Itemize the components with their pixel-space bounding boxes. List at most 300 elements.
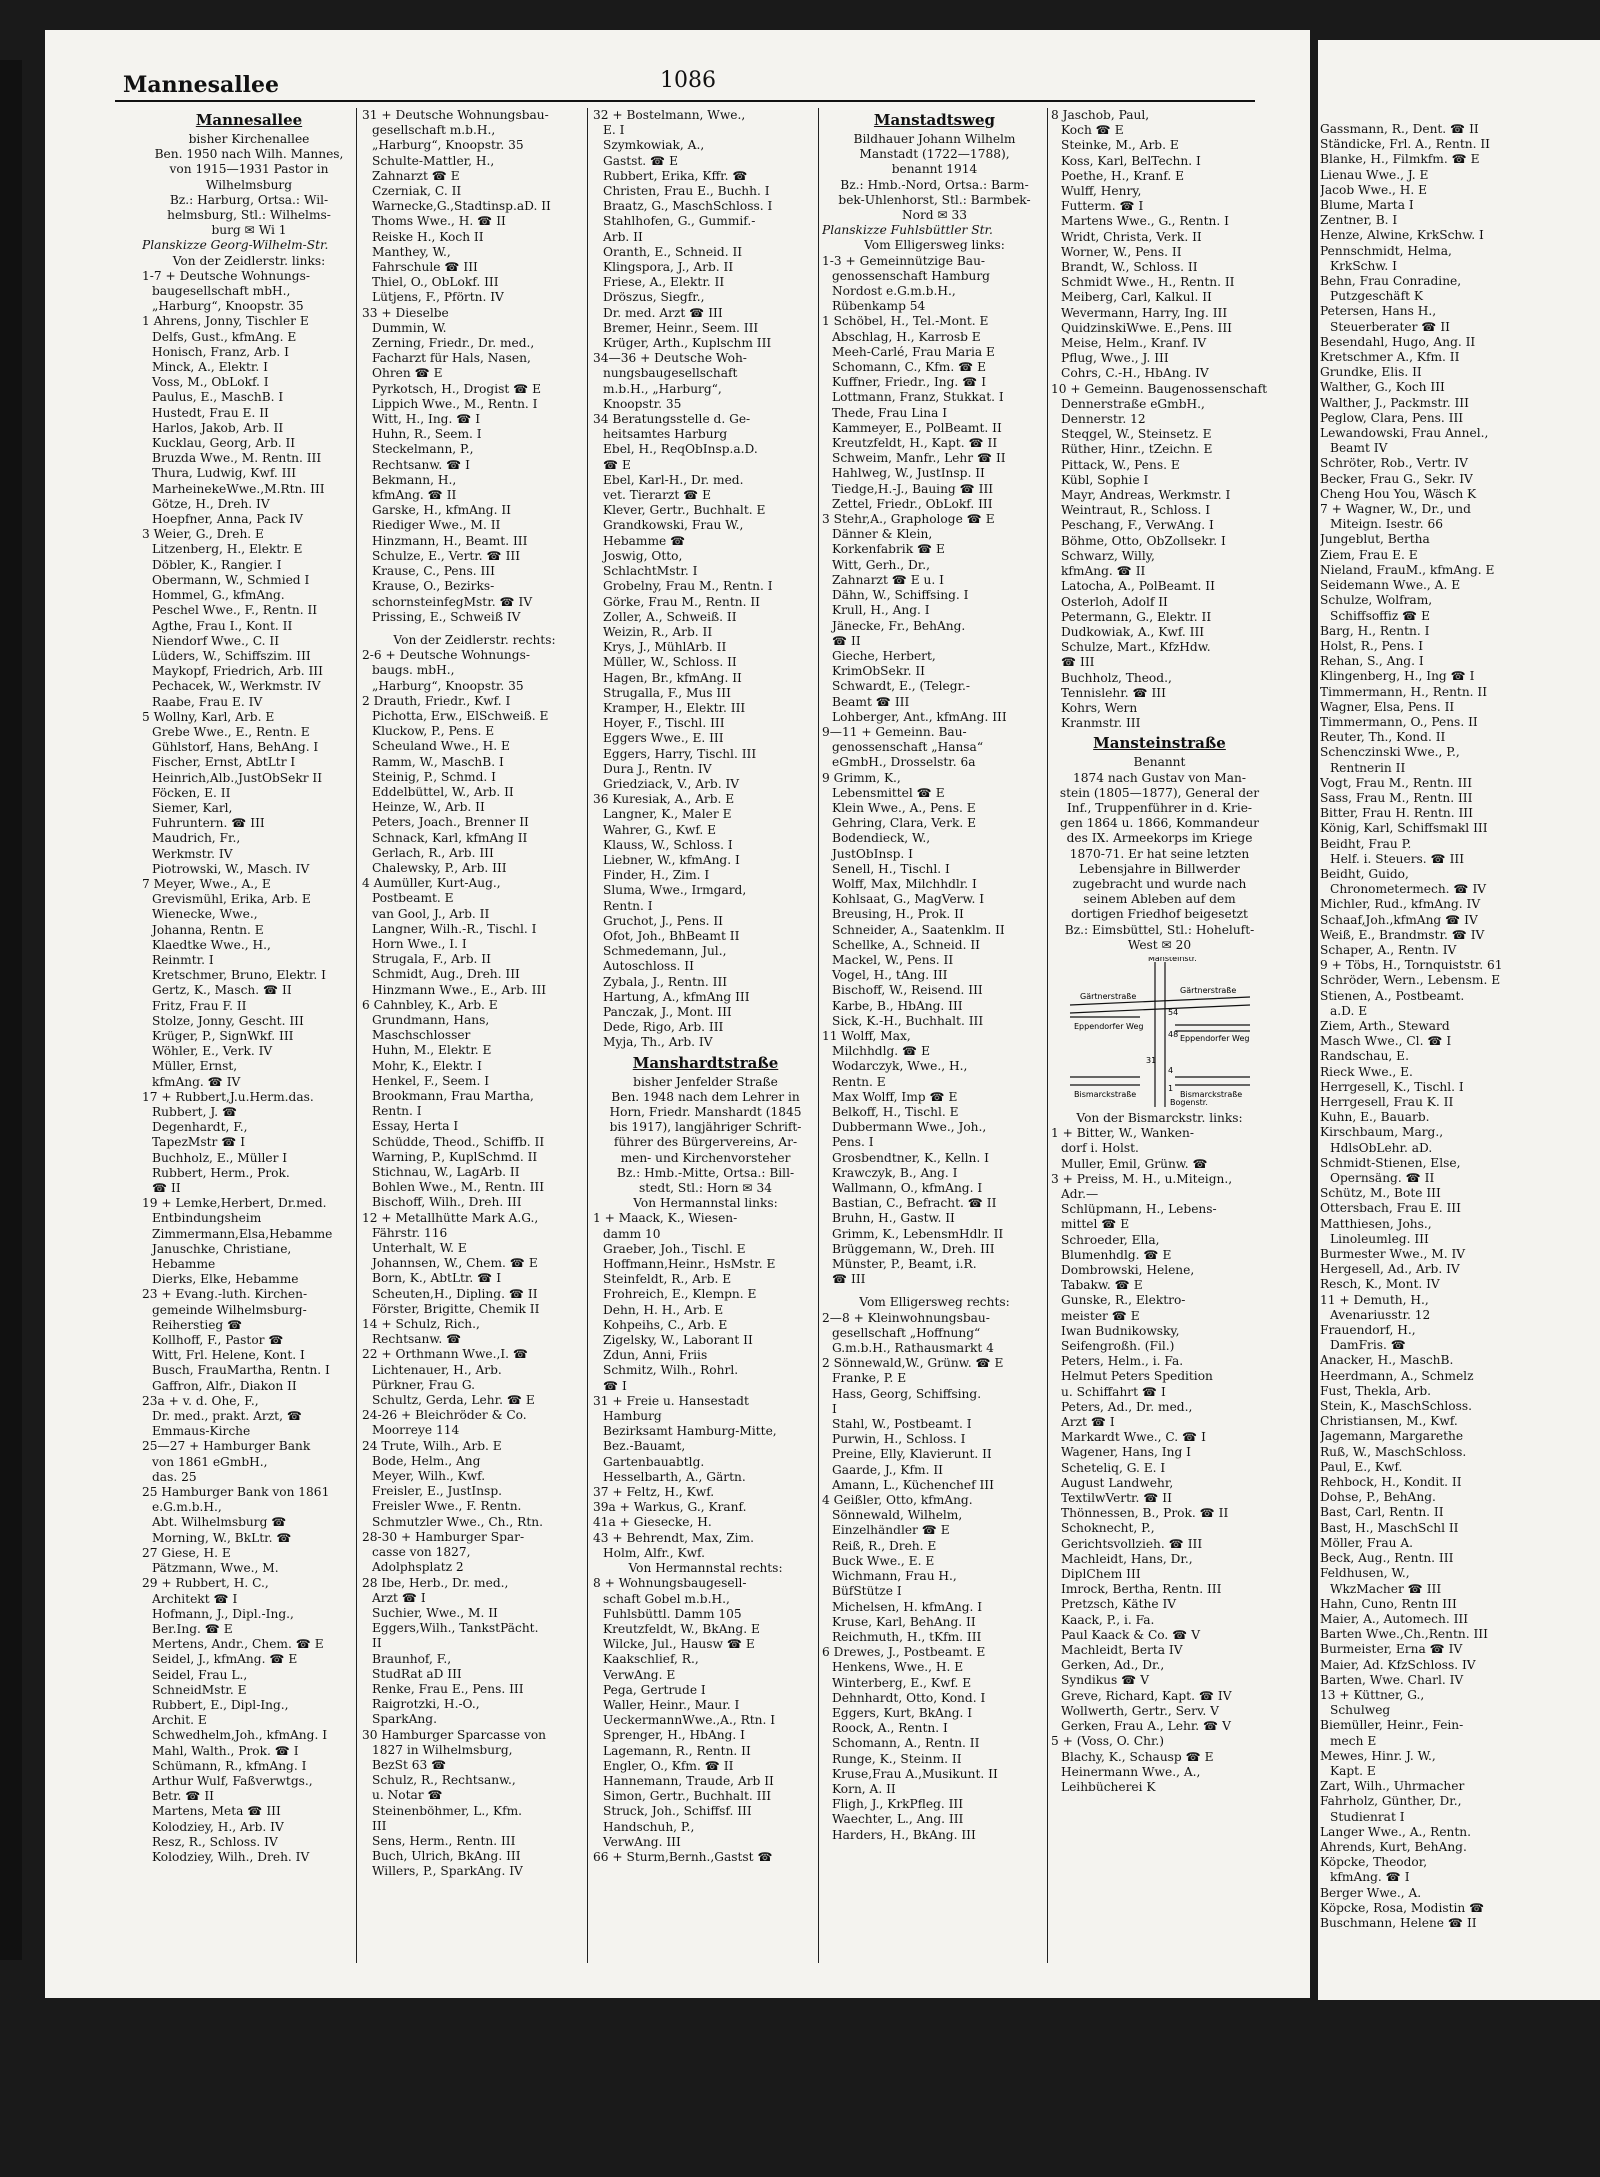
directory-entry: Engler, O., Kfm. ☎ II: [603, 1758, 734, 1773]
directory-entry: Michler, Rud., kfmAng. IV: [1320, 897, 1481, 912]
directory-entry: Wollwerth, Gertr., Serv. V: [1061, 1703, 1219, 1718]
directory-entry: Ruß, W., MaschSchloss.: [1320, 1444, 1467, 1459]
map-label: 4: [1167, 1065, 1173, 1075]
directory-entry: Maschschlosser: [372, 1028, 471, 1043]
directory-entry: 5 Wollny, Karl, Arb. E: [142, 709, 275, 724]
directory-entry: Christen, Frau E., Buchh. I: [603, 184, 770, 199]
directory-entry: Gastst. ☎ E: [603, 153, 679, 168]
directory-entry: Berger Wwe., A.: [1320, 1885, 1422, 1900]
directory-entry: Hustedt, Frau E. II: [152, 405, 269, 420]
directory-entry: Gaffron, Alfr., Diakon II: [152, 1378, 297, 1393]
directory-entry: Purwin, H., Schloss. I: [832, 1432, 966, 1447]
directory-entry: Münster, P., Beamt, i.R.: [832, 1257, 977, 1272]
directory-entry: Dierks, Elke, Hebamme: [152, 1272, 299, 1287]
directory-entry: Dubbermann Wwe., Joh.,: [832, 1120, 987, 1135]
directory-entry: Entbindungsheim: [152, 1211, 262, 1226]
directory-entry: Chronometermech. ☎ IV: [1330, 882, 1487, 897]
directory-entry: Korn, A. II: [832, 1781, 896, 1796]
directory-entry: Kramper, H., Elektr. III: [603, 700, 746, 715]
directory-entry: Schwardt, E., (Telegr.-: [832, 679, 971, 694]
directory-entry: 39a + Warkus, G., Kranf.: [593, 1500, 747, 1515]
directory-entry: Busch, FrauMartha, Rentn. I: [152, 1363, 330, 1378]
directory-entry: Schroeder, Ella,: [1061, 1232, 1160, 1247]
directory-entry: WkzMacher ☎ III: [1330, 1581, 1442, 1596]
directory-entry: Raabe, Frau E. IV: [152, 694, 263, 709]
directory-entry: Grosbendtner, K., Kelln. I: [832, 1150, 989, 1165]
directory-entry: Schmidt Wwe., H., Rentn. II: [1061, 275, 1235, 290]
directory-entry: Helmut Peters Spedition: [1061, 1369, 1213, 1384]
directory-entry: Dähn, W., Schiffsing. I: [832, 588, 969, 603]
map-label: Gärtnerstraße: [1179, 985, 1236, 995]
directory-entry: Ahrends, Kurt, BehAng.: [1320, 1839, 1467, 1854]
directory-entry: Ramm, W., MaschB. I: [372, 754, 504, 769]
directory-entry: Steqgel, W., Steinsetz. E: [1061, 427, 1212, 442]
directory-entry: Winterberg, E., Kwf. E: [832, 1675, 972, 1690]
directory-entry: Betr. ☎ II: [152, 1789, 214, 1804]
directory-entry: Adolphsplatz 2: [372, 1560, 464, 1575]
directory-entry: Planskizze Fuhlsbüttler Str.: [822, 223, 993, 238]
directory-entry: Stienen, A., Postbeamt.: [1320, 988, 1465, 1003]
directory-entry: 3 Weier, G., Dreh. E: [142, 527, 264, 542]
map-label: 31: [1145, 1055, 1156, 1065]
directory-entry: Zoller, A., Schweiß. II: [603, 609, 737, 624]
directory-entry: Zentner, B. I: [1320, 213, 1398, 228]
map-label: Eppendorfer Weg: [1073, 1021, 1143, 1031]
directory-entry: Cheng Hou You, Wäsch K: [1320, 486, 1477, 501]
directory-entry: Pyrkotsch, H., Drogist ☎ E: [372, 381, 542, 396]
directory-entry: 33 + Dieselbe: [362, 305, 449, 320]
directory-entry: Stichnau, W., LagArb. II: [372, 1165, 520, 1180]
directory-entry: Petersen, Hans H.,: [1320, 304, 1437, 319]
directory-entry: Dura J., Rentn. IV: [603, 761, 712, 776]
directory-entry: StudRat aD III: [372, 1666, 462, 1681]
directory-entry: Amann, L., Küchenchef III: [832, 1477, 994, 1492]
column-3: [593, 108, 819, 1963]
directory-entry: seinem Ableben auf dem: [1083, 892, 1236, 907]
directory-entry: 9 + Töbs, H., Tornquiststr. 61: [1320, 958, 1503, 973]
directory-entry: Grundke, Elis. II: [1320, 365, 1422, 380]
directory-entry: Kohrs, Wern: [1061, 700, 1138, 715]
directory-entry: mech E: [1330, 1733, 1377, 1748]
directory-entry: „Harburg“, Knoopstr. 35: [372, 138, 524, 153]
directory-entry: Köpcke, Rosa, Modistin ☎: [1320, 1900, 1485, 1915]
map-street-line: [1070, 1005, 1250, 1013]
directory-entry: Wolff, Max, Milchhdlr. I: [832, 876, 977, 891]
directory-entry: 1 Ahrens, Jonny, Tischler E: [142, 314, 309, 329]
directory-entry: Wagener, Hans, Ing I: [1061, 1445, 1191, 1460]
directory-entry: Petermann, G., Elektr. II: [1061, 609, 1212, 624]
directory-entry: Rechtsanw. ☎ I: [372, 457, 470, 472]
directory-entry: Stolze, Jonny, Gescht. III: [152, 1013, 304, 1028]
directory-entry: Scheteliq, G. E. I: [1061, 1460, 1166, 1475]
map-label: Eppendorfer Weg: [1179, 1033, 1249, 1043]
directory-entry: Thoms Wwe., H. ☎ II: [372, 214, 506, 229]
directory-entry: schornsteinfegMstr. ☎ IV: [372, 594, 533, 609]
directory-entry: Brandt, W., Schloss. II: [1061, 260, 1198, 275]
directory-entry: dortigen Friedhof beigesetzt: [1071, 907, 1248, 922]
directory-entry: Lewandowski, Frau Annel.,: [1320, 426, 1489, 441]
directory-entry: Arb. II: [603, 229, 643, 244]
directory-entry: Klein Wwe., A., Pens. E: [832, 800, 976, 815]
directory-entry: Krull, H., Ang. I: [832, 603, 930, 618]
directory-entry: Buch, Ulrich, BkAng. III: [372, 1849, 521, 1864]
directory-entry: Kolodziey, H., Arb. IV: [152, 1819, 284, 1834]
directory-entry: Gerken, Frau A., Lehr. ☎ V: [1061, 1719, 1231, 1734]
directory-entry: Sönnewald, Wilhelm,: [832, 1508, 963, 1523]
directory-entry: Abschlag, H., Karrosb E: [832, 329, 981, 344]
directory-entry: Köpcke, Theodor,: [1320, 1855, 1428, 1870]
directory-entry: Mohr, K., Elektr. I: [372, 1058, 482, 1073]
directory-entry: Worner, W., Pens. II: [1061, 244, 1182, 259]
directory-entry: Bastian, C., Befracht. ☎ II: [832, 1196, 997, 1211]
directory-entry: Kübl, Sophie I: [1061, 472, 1149, 487]
directory-entry: Kluckow, P., Pens. E: [372, 724, 495, 739]
directory-entry: Simon, Gertr., Buchhalt. III: [603, 1789, 772, 1804]
directory-entry: Studienrat I: [1330, 1809, 1405, 1824]
directory-entry: 2 Sönnewald,W., Grünw. ☎ E: [822, 1356, 1004, 1371]
directory-entry: Kretschmer, Bruno, Elektr. I: [152, 968, 326, 983]
directory-entry: Klingspora, J., Arb. II: [603, 260, 734, 275]
directory-entry: Henkens, Wwe., H. E: [832, 1660, 964, 1675]
directory-entry: Werkmstr. IV: [152, 846, 233, 861]
directory-entry: Kapt. E: [1330, 1763, 1376, 1778]
spacer: [362, 625, 587, 633]
directory-entry: eGmbH., Drosselstr. 6a: [832, 755, 976, 770]
directory-entry: Tiedge,H.-J., Bauing ☎ III: [832, 481, 994, 496]
directory-entry: Breusing, H., Prok. II: [832, 907, 964, 922]
directory-entry: Timmermann, H., Rentn. II: [1320, 684, 1488, 699]
directory-entry: Hergesell, Ad., Arb. IV: [1320, 1262, 1460, 1277]
directory-entry: Maier, A., Automech. III: [1320, 1611, 1469, 1626]
map-label: 54: [1167, 1007, 1178, 1017]
directory-entry: Zigelsky, W., Laborant II: [603, 1333, 753, 1348]
directory-entry: Schröter, Rob., Vertr. IV: [1320, 456, 1468, 471]
directory-entry: Lottmann, Franz, Stukkat. I: [832, 390, 1004, 405]
directory-entry: Steuerberater ☎ II: [1330, 319, 1450, 334]
directory-entry: Buck Wwe., E. E: [832, 1553, 935, 1568]
directory-entry: stedt, Stl.: Horn ✉ 34: [639, 1181, 772, 1196]
directory-entry: Hass, Georg, Schiffsing.: [832, 1386, 982, 1401]
directory-entry: Jagemann, Margarethe: [1320, 1429, 1464, 1444]
directory-entry: QuidzinskiWwe. E.,Pens. III: [1061, 320, 1232, 335]
directory-entry: UeckermannWwe.,A., Rtn. I: [603, 1713, 776, 1728]
directory-entry: 8 + Wohnungsbaugesell-: [593, 1576, 747, 1591]
directory-entry: Bodendieck, W.,: [832, 831, 931, 846]
directory-entry: Matthiesen, Johs.,: [1320, 1216, 1432, 1231]
directory-entry: Vom Elligersweg rechts:: [859, 1295, 1010, 1310]
directory-entry: Peters, Joach., Brenner II: [372, 815, 529, 830]
directory-entry: Adr.—: [1061, 1186, 1099, 1201]
directory-entry: Gartenbauabtlg.: [603, 1454, 705, 1469]
directory-entry: Abt. Wilhelmsburg ☎: [152, 1515, 287, 1530]
directory-entry: Bischoff, W., Reisend. III: [832, 983, 983, 998]
directory-entry: Steinenböhmer, L., Kfm.: [372, 1803, 523, 1818]
directory-entry: Reichmuth, H., tKfm. III: [832, 1629, 982, 1644]
directory-entry: Schmidt-Stienen, Else,: [1320, 1155, 1461, 1170]
directory-entry: Michelsen, H. kfmAng. I: [832, 1599, 983, 1614]
directory-entry: Arzt ☎ I: [372, 1590, 426, 1605]
directory-entry: Kohlsaat, G., MagVerw. I: [832, 892, 985, 907]
page-header: [115, 68, 1255, 102]
directory-entry: Randschau, E.: [1320, 1049, 1409, 1064]
directory-entry: Bildhauer Johann Wilhelm: [853, 132, 1016, 146]
directory-entry: 8 Jaschob, Paul,: [1051, 108, 1150, 122]
directory-entry: Frohreich, E., Klempn. E: [603, 1287, 757, 1302]
map-label: Bismarckstraße: [1179, 1089, 1242, 1099]
directory-entry: Kirschbaum, Marg.,: [1320, 1125, 1444, 1140]
directory-entry: Architekt ☎ I: [152, 1591, 238, 1606]
directory-entry: Avenariusstr. 12: [1330, 1307, 1431, 1322]
directory-entry: e.G.m.b.H.,: [152, 1500, 222, 1515]
directory-entry: Pätzmann, Wwe., M.: [152, 1561, 279, 1576]
directory-entry: 4 Aumüller, Kurt-Aug.,: [362, 876, 501, 891]
directory-entry: u. Notar ☎: [372, 1788, 443, 1803]
directory-entry: Holm, Alfr., Kwf.: [603, 1545, 705, 1560]
directory-entry: Gruchot, J., Pens. II: [603, 913, 723, 928]
directory-entry: Schoknecht, P.,: [1061, 1521, 1155, 1536]
directory-entry: Mewes, Hinr. J. W.,: [1320, 1748, 1436, 1763]
directory-entry: 6 Drewes, J., Postbeamt. E: [822, 1645, 986, 1660]
map-label: Gärtnerstraße: [1079, 991, 1136, 1001]
directory-entry: Henkel, F., Seem. I: [372, 1073, 490, 1088]
directory-entry: Braatz, G., MaschSchloss. I: [603, 199, 773, 214]
directory-entry: bis 1917), langjähriger Schrift-: [609, 1120, 802, 1135]
directory-entry: Handschuh, P.,: [603, 1819, 695, 1834]
directory-entry: Böhme, Otto, ObZollsekr. I: [1061, 533, 1226, 548]
directory-entry: Klingenberg, H., Ing ☎ I: [1320, 669, 1475, 684]
directory-entry: Grebe Wwe., E., Rentn. E: [152, 724, 310, 739]
directory-entry: Krys, J., MühlArb. II: [603, 640, 727, 655]
directory-entry: Hebamme: [152, 1257, 216, 1272]
directory-entry: Dröszus, Siegfr.,: [603, 290, 705, 305]
directory-entry: G.m.b.H., Rathausmarkt 4: [832, 1341, 994, 1356]
directory-entry: Seifengroßh. (Fil.): [1061, 1339, 1175, 1354]
directory-entry: Anacker, H., MaschB.: [1320, 1353, 1454, 1368]
directory-entry: Walther, J., Packmstr. III: [1320, 395, 1469, 410]
directory-entry: bisher Kirchenallee: [188, 132, 310, 146]
directory-entry: Imrock, Bertha, Rentn. III: [1061, 1582, 1222, 1597]
directory-entry: Waller, Heinr., Maur. I: [603, 1697, 740, 1712]
directory-entry: Tennislehr. ☎ III: [1061, 685, 1166, 700]
directory-entry: schaft Gobel m.b.H.,: [603, 1591, 730, 1606]
directory-entry: Chalewsky, P., Arb. III: [372, 860, 507, 875]
directory-entry: Schnack, Karl, kfmAng II: [372, 830, 528, 845]
directory-entry: Krüger, Arth., Kuplschm III: [603, 336, 772, 351]
street-sketch-map: [1060, 957, 1260, 1107]
directory-entry: 1827 in Wilhelmsburg,: [372, 1742, 513, 1757]
directory-entry: 37 + Feltz, H., Kwf.: [593, 1485, 715, 1500]
directory-entry: Nord ✉ 33: [901, 208, 968, 223]
directory-entry: III: [372, 1818, 387, 1833]
directory-entry: 25 Hamburger Bank von 1861: [142, 1485, 330, 1500]
directory-entry: Steinke, M., Arb. E: [1061, 138, 1179, 153]
directory-entry: Arthur Wulf, Faßverwtgs.,: [152, 1773, 313, 1788]
directory-entry: Kucklau, Georg, Arb. II: [152, 436, 296, 451]
directory-entry: 23 + Evang.-luth. Kirchen-: [142, 1287, 308, 1302]
directory-entry: stein (1805—1877), General der: [1059, 785, 1260, 800]
directory-entry: Poethe, H., Kranf. E: [1061, 168, 1184, 183]
directory-entry: Beamt ☎ III: [832, 694, 910, 709]
directory-entry: Agthe, Frau I., Kont. II: [152, 618, 293, 633]
directory-entry: 28-30 + Hamburger Spar-: [362, 1529, 525, 1544]
map-label: 48: [1167, 1029, 1178, 1039]
directory-entry: Pens. I: [832, 1135, 874, 1150]
directory-entry: Grandkowski, Frau W.,: [603, 518, 744, 533]
directory-entry: Kranmstr. III: [1061, 716, 1141, 731]
directory-entry: Gassmann, R., Dent. ☎ II: [1320, 122, 1479, 136]
directory-entry: Wodarczyk, Wwe., H.,: [832, 1059, 968, 1074]
directory-entry: Hofmann, J., Dipl.-Ing.,: [152, 1606, 294, 1621]
directory-entry: 25—27 + Hamburger Bank: [142, 1439, 311, 1454]
directory-entry: Voss, M., ObLokf. I: [152, 375, 269, 390]
directory-entry: Thiel, O., ObLokf. III: [372, 275, 499, 290]
directory-entry: Honisch, Franz, Arb. I: [152, 344, 289, 359]
directory-entry: Kaack, P., i. Fa.: [1061, 1612, 1155, 1627]
directory-entry: Seidel, Frau L.,: [152, 1667, 248, 1682]
directory-entry: Herrgesell, K., Tischl. I: [1320, 1079, 1464, 1094]
directory-entry: Hoyer, F., Tischl. III: [603, 716, 725, 731]
directory-entry: Senell, H., Tischl. I: [832, 861, 950, 876]
directory-entry: Schulze, Mart., KfzHdw.: [1061, 640, 1211, 655]
directory-entry: genossenschaft „Hansa“: [832, 740, 984, 755]
directory-entry: Facharzt für Hals, Nasen,: [372, 351, 531, 366]
directory-entry: Horn Wwe., I. I: [372, 936, 467, 951]
column-4: [822, 108, 1048, 1963]
directory-entry: TapezMstr ☎ I: [152, 1135, 246, 1150]
directory-entry: 17 + Rubbert,J.u.Herm.das.: [142, 1089, 314, 1104]
directory-entry: Zettel, Friedr., ObLokf. III: [832, 496, 993, 511]
directory-entry: 29 + Rubbert, H. C.,: [142, 1576, 269, 1591]
directory-entry: Hommel, G., kfmAng.: [152, 588, 285, 603]
directory-entry: Walther, G., Koch III: [1320, 380, 1445, 395]
directory-entry: Strugalla, F., Mus III: [603, 685, 731, 700]
directory-entry: Langer Wwe., A., Rentn.: [1320, 1824, 1471, 1839]
directory-entry: Martens, Meta ☎ III: [152, 1804, 281, 1819]
directory-entry: Meiberg, Carl, Kalkul. II: [1061, 290, 1212, 305]
directory-entry: Wagner, Elsa, Pens. II: [1320, 699, 1455, 714]
directory-entry: meister ☎ E: [1061, 1308, 1140, 1323]
directory-entry: Hannemann, Traude, Arb II: [603, 1773, 774, 1788]
directory-entry: Kruse, Karl, BehAng. II: [832, 1614, 976, 1629]
directory-entry: Horn, Friedr. Manshardt (1845: [609, 1105, 802, 1119]
directory-entry: Besendahl, Hugo, Ang. II: [1320, 334, 1476, 349]
directory-entry: Morning, W., BkLtr. ☎: [152, 1530, 292, 1545]
directory-entry: Frauendorf, H.,: [1320, 1323, 1416, 1338]
directory-entry: Martens Wwe., G., Rentn. I: [1061, 214, 1229, 229]
directory-entry: Pittack, W., Pens. E: [1061, 457, 1180, 472]
directory-entry: Renke, Frau E., Pens. III: [372, 1681, 524, 1696]
directory-entry: Hahn, Cuno, Rentn III: [1320, 1596, 1457, 1611]
column-6: [1320, 122, 1596, 1977]
directory-entry: 1 + Bitter, W., Wanken-: [1051, 1126, 1194, 1141]
directory-entry: Knoopstr. 35: [603, 396, 682, 411]
directory-entry: 11 Wolff, Max,: [822, 1028, 911, 1043]
directory-entry: Emmaus-Kirche: [152, 1424, 251, 1439]
directory-entry: Fuhlsbüttl. Damm 105: [603, 1606, 742, 1621]
directory-entry: Freisler Wwe., F. Rentn.: [372, 1499, 522, 1514]
directory-entry: 14 + Schulz, Rich.,: [362, 1317, 480, 1332]
directory-entry: Dänner & Klein,: [832, 527, 933, 542]
directory-entry: Kohpeihs, C., Arb. E: [603, 1317, 728, 1332]
directory-entry: Herrgesell, Frau K. II: [1320, 1095, 1454, 1109]
directory-entry: Arzt ☎ I: [1061, 1415, 1115, 1430]
directory-entry: Nieland, FrauM., kfmAng. E: [1320, 562, 1495, 577]
directory-entry: Osterloh, Adolf II: [1061, 594, 1168, 609]
directory-entry: Gerichtsvollzieh. ☎ III: [1061, 1536, 1203, 1551]
directory-entry: 3 + Preiss, M. H., u.Miteign.,: [1051, 1171, 1233, 1186]
directory-entry: Beck, Aug., Rentn. III: [1320, 1551, 1454, 1566]
directory-entry: Maier, Ad. KfzSchloss. IV: [1320, 1657, 1476, 1672]
directory-entry: Vogel, H., tAng. III: [832, 968, 948, 983]
directory-entry: Dohse, P., BehAng.: [1320, 1490, 1436, 1505]
directory-entry: Pürkner, Frau G.: [372, 1377, 476, 1392]
directory-entry: Panczak, J., Mont. III: [603, 1004, 732, 1019]
directory-entry: Hesselbarth, A., Gärtn.: [603, 1469, 746, 1484]
directory-entry: Förster, Brigitte, Chemik II: [372, 1301, 540, 1316]
directory-entry: Leihbücherei K: [1061, 1779, 1156, 1794]
directory-entry: 3 Stehr,A., Graphologe ☎ E: [822, 512, 995, 527]
directory-entry: Sass, Frau M., Rentn. III: [1320, 790, 1473, 805]
directory-entry: DamFris. ☎: [1330, 1338, 1406, 1353]
directory-entry: Brookmann, Frau Martha,: [372, 1089, 534, 1103]
directory-entry: Warnecke,G.,Stadtinsp.aD. II: [372, 199, 551, 214]
directory-entry: Müller, Ernst,: [152, 1059, 238, 1074]
directory-entry: Ziem, Arth., Steward: [1320, 1018, 1450, 1033]
directory-entry: vet. Tierarzt ☎ E: [603, 488, 712, 503]
directory-entry: van Gool, J., Arb. II: [372, 906, 490, 921]
directory-entry: Krause, C., Pens. III: [372, 564, 495, 579]
directory-entry: Liebner, W., kfmAng. I: [603, 852, 740, 867]
directory-entry: 24-26 + Bleichröder & Co.: [362, 1408, 527, 1423]
directory-entry: Wallmann, O., kfmAng. I: [832, 1181, 983, 1196]
directory-entry: Pretzsch, Käthe IV: [1061, 1597, 1177, 1612]
directory-entry: Milchhdlg. ☎ E: [832, 1044, 930, 1059]
directory-entry: Schlüpmann, H., Lebens-: [1061, 1202, 1217, 1217]
directory-entry: 11 + Demuth, H.,: [1320, 1292, 1429, 1307]
directory-entry: des IX. Armeekorps im Kriege: [1066, 831, 1253, 846]
directory-entry: Rentn. I: [372, 1104, 422, 1119]
directory-entry: „Harburg“, Knoopstr. 35: [152, 299, 304, 314]
directory-entry: Max Wolff, Imp ☎ E: [832, 1089, 958, 1104]
directory-entry: Januschke, Christiane,: [152, 1241, 292, 1256]
directory-entry: Wilhelmsburg: [205, 177, 293, 192]
directory-entry: Schmedemann, Jul.,: [603, 944, 727, 959]
column-1: [142, 108, 357, 1963]
directory-entry: 28 Ibe, Herb., Dr. med.,: [362, 1575, 509, 1590]
directory-entry: Warning, P., KuplSchmd. II: [372, 1149, 538, 1164]
directory-entry: West ✉ 20: [1127, 937, 1192, 952]
directory-entry: Einzelhändler ☎ E: [832, 1523, 950, 1538]
directory-entry: Hoepfner, Anna, Pack IV: [152, 512, 303, 527]
directory-entry: Steinfeldt, R., Arb. E: [603, 1272, 732, 1287]
directory-entry: Seidemann Wwe., A. E: [1320, 578, 1461, 593]
directory-entry: Bast, H., MaschSchl II: [1320, 1520, 1459, 1535]
directory-entry: Gühlstorf, Hans, BehAng. I: [152, 740, 319, 755]
directory-entry: Scheuten,H., Dipling. ☎ II: [372, 1286, 538, 1301]
directory-entry: SchneidMstr. E: [152, 1682, 247, 1697]
map-label: Bismarckstraße: [1073, 1089, 1136, 1099]
directory-entry: Archit. E: [152, 1713, 207, 1728]
directory-entry: Weintraut, R., Schloss. I: [1061, 503, 1211, 518]
directory-entry: Heinrich,Alb.,JustObSekr II: [152, 770, 323, 785]
directory-entry: Eggers, Harry, Tischl. III: [603, 746, 757, 761]
directory-entry: Fligh, J., KrkPfleg. III: [832, 1797, 964, 1812]
directory-entry: 1-3 + Gemeinnützige Bau-: [822, 253, 986, 268]
directory-entry: Hamburg: [603, 1409, 662, 1424]
directory-entry: Rubbert, Herm., Prok.: [152, 1165, 290, 1180]
street-title: Manshardtstraße: [632, 1053, 779, 1072]
directory-entry: Greve, Richard, Kapt. ☎ IV: [1061, 1688, 1232, 1703]
